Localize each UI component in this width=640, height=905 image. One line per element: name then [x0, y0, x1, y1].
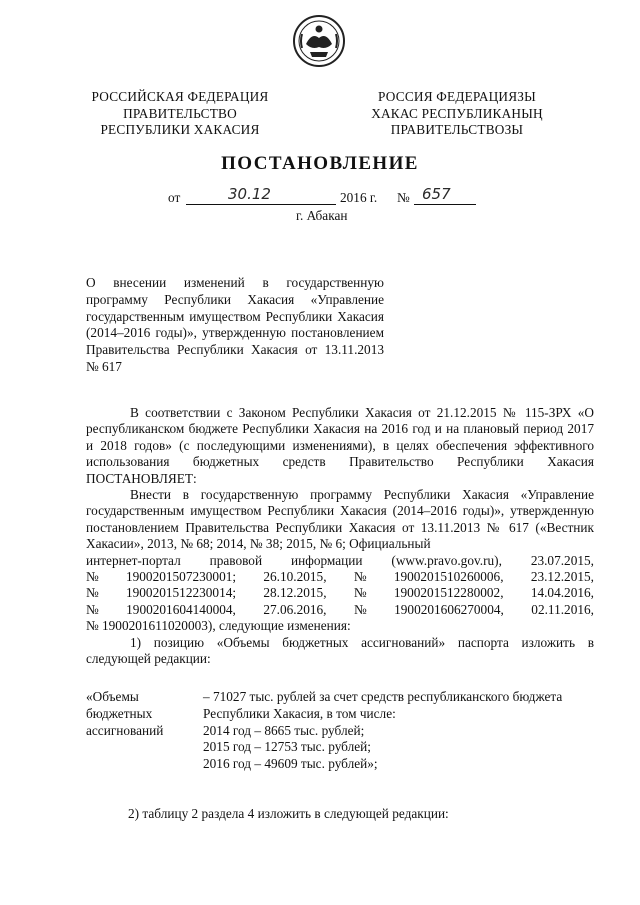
publication-row — [86, 602, 594, 618]
row-cell: № — [353, 585, 367, 601]
row-cell: № — [86, 585, 99, 601]
row-cell: 28.12.2015, — [263, 585, 327, 601]
row-cell: 26.10.2015, — [263, 569, 327, 585]
budget-values — [203, 689, 593, 773]
budget-line: Республики Хакасия, в том числе: — [203, 705, 396, 721]
publication-row — [86, 569, 594, 585]
publication-row — [86, 553, 594, 569]
row-cell: интернет-портал — [86, 552, 181, 568]
document-title: ПОСТАНОВЛЕНИЕ — [221, 153, 419, 174]
header-left — [82, 89, 278, 139]
row-cell: 23.12.2015, — [530, 569, 594, 585]
row-cell: 1900201512230014; — [125, 585, 237, 601]
budget-label-line: бюджетных — [86, 705, 153, 721]
paragraph-legal-basis: В соответствии с Законом Республики Хакасия от 21.12.2015 № 115-ЗРХ «О республиканском бюджете Республики Хакасия на 2016 год и на плановый период 2017 и 2018 годов» (с последующими изменениями), в целях обеспечения эффективного использования бюджетных средств Правительство Республики Хакасия ПОСТАНОВЛЯЕТ: — [86, 405, 594, 486]
row-cell: № — [86, 569, 99, 585]
number-underline — [414, 204, 476, 205]
paragraph-amendments — [86, 487, 594, 667]
budget-line: 2015 год – 12753 тыс. рублей; — [203, 739, 371, 755]
row-cell: № — [353, 601, 367, 617]
number-label: № — [397, 190, 410, 205]
header-right-line: ХАКАС РЕСПУБЛИКАНЫҢ — [371, 105, 543, 121]
row-cell: 1900201604140004, — [126, 601, 236, 617]
row-cell: информации — [290, 552, 363, 568]
header-right-line: РОССИЯ ФЕДЕРАЦИЯЗЫ — [378, 89, 536, 104]
row-cell: 23.07.2015, — [530, 552, 594, 568]
header-left-line: ПРАВИТЕЛЬСТВО — [123, 105, 237, 121]
handwritten-date: 30.12 — [228, 185, 271, 203]
row-cell: правовой — [209, 552, 263, 568]
coat-of-arms-seal — [292, 14, 346, 68]
header-left-line: РОССИЙСКАЯ ФЕДЕРАЦИЯ — [91, 89, 269, 104]
row-cell: (www.pravo.gov.ru), — [391, 552, 502, 568]
date-prefix: от — [168, 190, 181, 205]
row-cell: 14.04.2016, — [530, 585, 594, 601]
item-2: 2) таблицу 2 раздела 4 изложить в следующей редакции: — [128, 806, 449, 821]
row-cell: 1900201606270004, — [394, 601, 504, 617]
header-left-line: РЕСПУБЛИКИ ХАКАСИЯ — [100, 122, 260, 137]
row-cell: № — [86, 601, 99, 617]
row-cell: 27.06.2016, — [263, 601, 327, 617]
date-underline — [186, 204, 336, 205]
document-subject: О внесении изменений в государственную программу Республики Хакасия «Управление государственным имуществом Республики Хакасия (2014–2016 годы)», утвержденную постановлением Правительства Республики Хакасия от 13.11.2013 № 617 — [86, 275, 384, 374]
budget-line: 2016 год – 49609 тыс. рублей»; — [203, 756, 378, 772]
publication-row — [86, 585, 594, 601]
budget-line: 2014 год – 8665 тыс. рублей; — [203, 722, 365, 738]
budget-label — [86, 689, 196, 739]
budget-label-line: ассигнований — [86, 722, 164, 738]
header-right-line: ПРАВИТЕЛЬСТВОЗЫ — [390, 122, 524, 137]
budget-line: – 71027 тыс. рублей за счет средств республиканского бюджета — [203, 689, 563, 704]
item-1: 1) позицию «Объемы бюджетных ассигнований» паспорта изложить в следующей редакции: — [86, 634, 594, 667]
paragraph-amendments-tail: № 1900201611020003), следующие изменения: — [86, 618, 351, 634]
date-year: 2016 г. — [340, 190, 378, 205]
header-right — [352, 89, 562, 139]
row-cell: № — [353, 569, 367, 585]
paragraph-amendments-intro: Внести в государственную программу Республики Хакасия «Управление государственным имуществом Республики Хакасия (2014–2016 годы)», утвержденную постановлением Правительства Республики Хакасия от 13.11.2013 № 617 («Вестник Хакасии», 2013, № 68; 2014, № 38; 2015, № 6; Официальный — [86, 487, 594, 552]
row-cell: 1900201507230001; — [125, 569, 237, 585]
row-cell: 1900201510260006, — [393, 569, 504, 585]
budget-label-line: «Объемы — [86, 689, 139, 704]
row-cell: 02.11.2016, — [531, 601, 594, 617]
handwritten-number: 657 — [422, 185, 451, 203]
city: г. Абакан — [296, 208, 348, 223]
row-cell: 1900201512280002, — [393, 585, 504, 601]
